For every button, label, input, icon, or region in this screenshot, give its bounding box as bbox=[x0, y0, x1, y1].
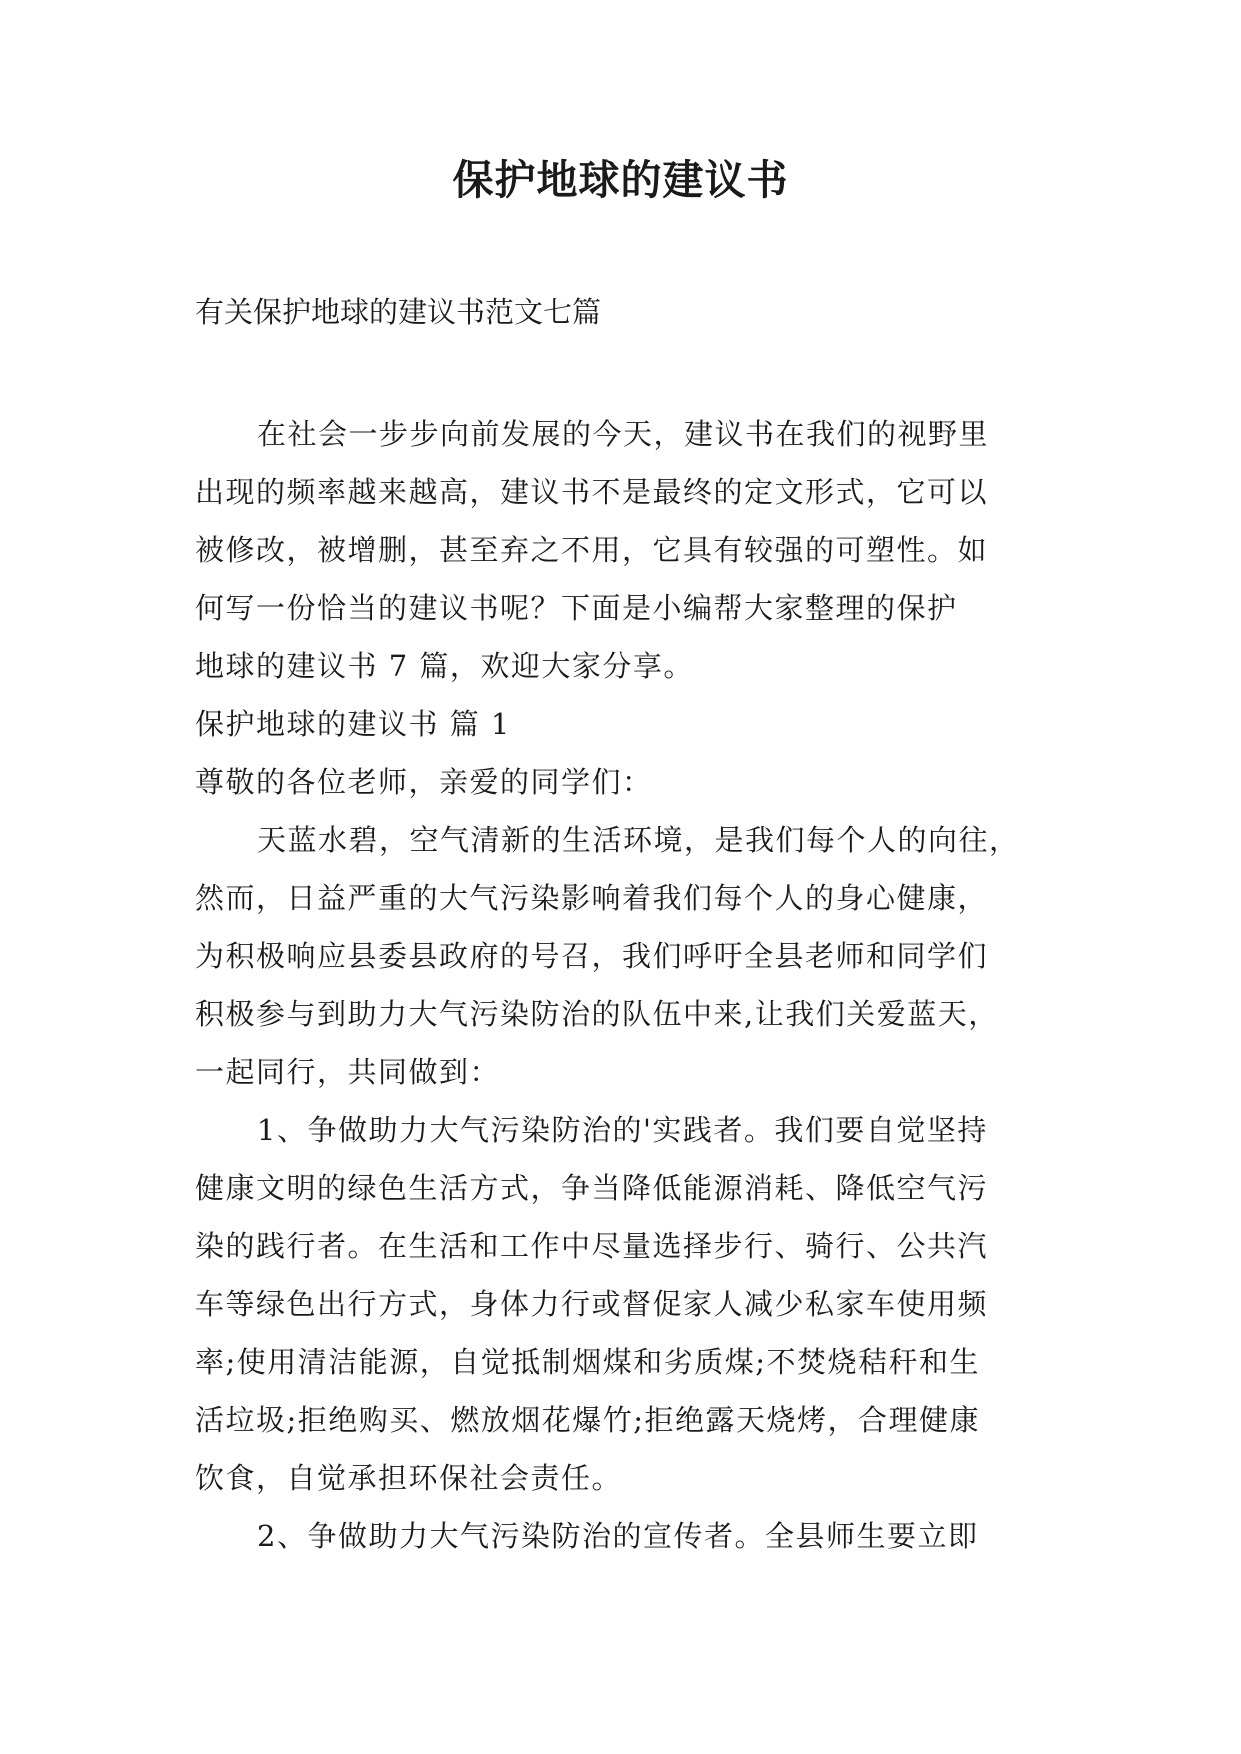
paragraph-line: 染的践行者。在生活和工作中尽量选择步行、骑行、公共汽 bbox=[195, 1229, 989, 1263]
paragraph-line: 出现的频率越来越高，建议书不是最终的定文形式，它可以 bbox=[195, 475, 989, 509]
document-body bbox=[195, 405, 1065, 1565]
paragraph-line: 为积极响应县委县政府的号召，我们呼吁全县老师和同学们 bbox=[195, 939, 989, 973]
section-heading: 保护地球的建议书 篇 1 bbox=[195, 707, 511, 741]
paragraph-line: 2、争做助力大气污染防治的宣传者。全县师生要立即 bbox=[257, 1519, 979, 1553]
paragraph-line: 1、争做助力大气污染防治的'实践者。我们要自觉坚持 bbox=[257, 1113, 988, 1147]
paragraph-line: 率;使用清洁能源，自觉抵制烟煤和劣质煤;不焚烧秸秆和生 bbox=[195, 1345, 981, 1379]
paragraph-line: 车等绿色出行方式，身体力行或督促家人减少私家车使用频 bbox=[195, 1287, 989, 1321]
paragraph-line: 一起同行，共同做到： bbox=[195, 1055, 501, 1089]
page-title: 保护地球的建议书 bbox=[452, 156, 789, 204]
paragraph-line: 在社会一步步向前发展的今天，建议书在我们的视野里 bbox=[257, 417, 990, 451]
paragraph-line: 活垃圾;拒绝购买、燃放烟花爆竹;拒绝露天烧烤，合理健康 bbox=[195, 1403, 981, 1437]
salutation: 尊敬的各位老师，亲爱的同学们： bbox=[195, 765, 653, 799]
paragraph-line: 何写一份恰当的建议书呢？下面是小编帮大家整理的保护 bbox=[195, 591, 958, 625]
paragraph-line: 积极参与到助力大气污染防治的队伍中来,让我们关爱蓝天， bbox=[195, 997, 999, 1031]
paragraph-line: 天蓝水碧，空气清新的生活环境，是我们每个人的向往， bbox=[257, 823, 1020, 857]
paragraph-line: 地球的建议书 7 篇，欢迎大家分享。 bbox=[195, 649, 694, 683]
paragraph-line: 被修改，被增删，甚至弃之不用，它具有较强的可塑性。如 bbox=[195, 533, 989, 567]
paragraph-line: 饮食，自觉承担环保社会责任。 bbox=[195, 1461, 623, 1495]
document-subtitle: 有关保护地球的建议书范文七篇 bbox=[195, 295, 602, 329]
paragraph-line: 健康文明的绿色生活方式，争当降低能源消耗、降低空气污 bbox=[195, 1171, 989, 1205]
paragraph-line: 然而，日益严重的大气污染影响着我们每个人的身心健康， bbox=[195, 881, 989, 915]
